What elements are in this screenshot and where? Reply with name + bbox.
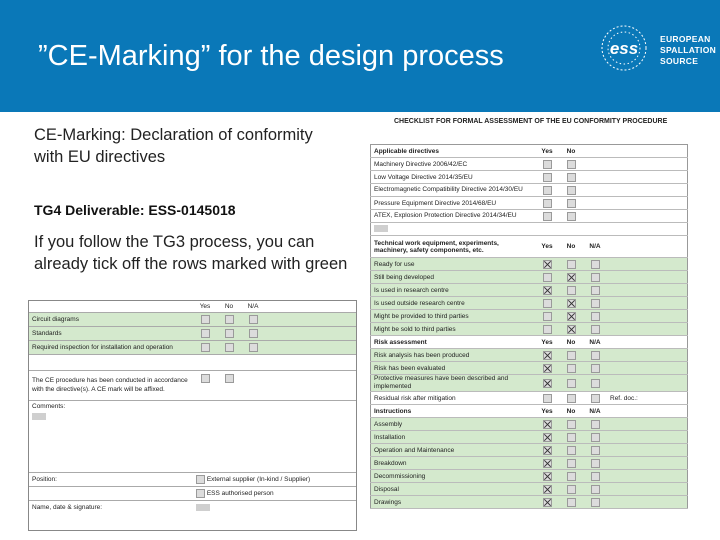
checkbox[interactable] [196, 489, 205, 498]
col-header: Yes [535, 336, 559, 349]
checkbox[interactable] [567, 485, 576, 494]
ess-logo-mark-icon [592, 22, 656, 74]
checkbox[interactable] [567, 212, 576, 221]
row-label: Ready for use [371, 258, 536, 271]
checkbox[interactable] [543, 260, 552, 269]
signature-label: Name, date & signature: [32, 503, 103, 511]
table-row [371, 197, 688, 210]
row-label: Operation and Maintenance [371, 444, 536, 457]
checkbox[interactable] [543, 299, 552, 308]
row-label: Might be sold to third parties [371, 323, 536, 336]
col-header: Yes [535, 145, 559, 158]
table-row [371, 362, 688, 375]
section-header [371, 336, 688, 349]
checkbox[interactable] [225, 315, 234, 324]
row-label: Risk analysis has been produced [371, 349, 536, 362]
logo-mark-text: ess [609, 39, 639, 58]
table-row [371, 483, 688, 496]
comments-row [29, 400, 356, 472]
col-header: No [559, 405, 583, 418]
checkbox[interactable] [543, 394, 552, 403]
tg4-deliverable: TG4 Deliverable: ESS-0145018 [34, 202, 236, 218]
checkbox[interactable] [225, 343, 234, 352]
table-row [371, 158, 688, 171]
checkbox[interactable] [543, 498, 552, 507]
row-label: Drawings [371, 496, 536, 509]
tg3-paragraph: If you follow the TG3 process, you can already tick off the rows marked with green [34, 233, 348, 273]
checkbox[interactable] [567, 199, 576, 208]
ce-procedure-note: The CE procedure has been conducted in accordance with the directive(s). A CE mark will be affixed. [29, 370, 193, 400]
logo-line-1: EUROPEAN [660, 34, 711, 44]
table-row [371, 375, 688, 392]
row-label: Protective measures have been described and implemented [371, 375, 536, 392]
checkbox[interactable] [591, 364, 600, 373]
ess-logo [592, 22, 717, 78]
checkbox[interactable] [567, 433, 576, 442]
checkbox[interactable] [567, 260, 576, 269]
table-row [29, 326, 356, 340]
table-row [371, 223, 688, 236]
position-option-external: External supplier (In-kind / Supplier) [206, 475, 311, 483]
section-title: Technical work equipment, experiments, machinery, safety components, etc. [371, 236, 536, 258]
checkbox[interactable] [567, 379, 576, 388]
table-row [29, 301, 356, 312]
col-header: No [559, 336, 583, 349]
logo-line-3: SOURCE [660, 56, 699, 66]
signature-field[interactable] [196, 504, 210, 511]
checkbox[interactable] [591, 260, 600, 269]
checkbox[interactable] [591, 472, 600, 481]
checkbox[interactable] [249, 315, 258, 324]
checkbox[interactable] [543, 420, 552, 429]
checkbox[interactable] [567, 186, 576, 195]
checkbox[interactable] [591, 394, 600, 403]
col-header: N/A [583, 405, 607, 418]
col-yes: Yes [193, 301, 217, 312]
checkbox[interactable] [567, 394, 576, 403]
position-label: Position: [32, 475, 57, 483]
checkbox[interactable] [543, 364, 552, 373]
table-row [371, 258, 688, 271]
row-label: Is used in research centre [371, 284, 536, 297]
checkbox[interactable] [543, 379, 552, 388]
position-row [29, 472, 356, 486]
checkbox[interactable] [225, 329, 234, 338]
row-label: Residual risk after mitigation [371, 392, 536, 405]
checkbox[interactable] [567, 312, 576, 321]
left-checklist-table [29, 301, 356, 514]
table-row [29, 312, 356, 326]
table-row [371, 392, 688, 405]
section-header [371, 405, 688, 418]
section-title: Applicable directives [371, 145, 536, 158]
row-label: Might be provided to third parties [371, 310, 536, 323]
checkbox[interactable] [249, 343, 258, 352]
row-label: Is used outside research centre [371, 297, 536, 310]
position-option-ess: ESS authorised person [206, 489, 274, 497]
col-na: N/A [241, 301, 265, 312]
checkbox[interactable] [591, 420, 600, 429]
ref-doc-label: Ref. doc.: [607, 392, 688, 405]
checkbox[interactable] [591, 433, 600, 442]
right-checklist [370, 144, 688, 509]
checkbox[interactable] [591, 325, 600, 334]
checkbox[interactable] [543, 472, 552, 481]
checkbox[interactable] [543, 433, 552, 442]
checkbox[interactable] [201, 315, 210, 324]
checkbox[interactable] [543, 485, 552, 494]
checkbox[interactable] [543, 312, 552, 321]
checkbox[interactable] [201, 329, 210, 338]
table-row [371, 184, 688, 197]
checkbox[interactable] [567, 351, 576, 360]
slide-title: ”CE-Marking” for the design process [38, 40, 504, 72]
checkbox[interactable] [567, 446, 576, 455]
table-row [371, 496, 688, 509]
checkbox[interactable] [591, 446, 600, 455]
row-label: Required inspection for installation and operation [29, 340, 193, 354]
checkbox[interactable] [225, 374, 234, 383]
row-label: Decommissioning [371, 470, 536, 483]
col-header [583, 145, 607, 158]
checkbox[interactable] [591, 286, 600, 295]
checkbox[interactable] [591, 498, 600, 507]
checkbox[interactable] [543, 199, 552, 208]
checkbox[interactable] [543, 286, 552, 295]
row-label: Electromagnetic Compatibility Directive 2014/30/EU [371, 184, 536, 197]
table-row [371, 444, 688, 457]
checkbox[interactable] [201, 374, 210, 383]
other-directive-field[interactable] [374, 225, 388, 232]
table-row [371, 284, 688, 297]
checkbox[interactable] [567, 459, 576, 468]
logo-line-2: SPALLATION [660, 45, 717, 55]
col-header: N/A [583, 236, 607, 258]
row-label: Assembly [371, 418, 536, 431]
col-header: No [559, 236, 583, 258]
position-row-2 [29, 486, 356, 500]
row-label: Machinery Directive 2006/42/EC [371, 158, 536, 171]
table-row [371, 431, 688, 444]
col-header: Yes [535, 405, 559, 418]
table-row [371, 297, 688, 310]
comments-label: Comments: [32, 402, 66, 410]
checkbox[interactable] [591, 351, 600, 360]
row-label: Circuit diagrams [29, 312, 193, 326]
checkbox[interactable] [567, 325, 576, 334]
col-header: No [559, 145, 583, 158]
checkbox[interactable] [543, 446, 552, 455]
table-row [371, 171, 688, 184]
col-no: No [217, 301, 241, 312]
checkbox[interactable] [543, 186, 552, 195]
checkbox[interactable] [591, 299, 600, 308]
checkbox[interactable] [543, 173, 552, 182]
row-label: Still being developed [371, 271, 536, 284]
table-row [371, 271, 688, 284]
ce-procedure-row [29, 370, 356, 400]
checkbox[interactable] [543, 325, 552, 334]
right-checklist-title: CHECKLIST FOR FORMAL ASSESSMENT OF THE EU CONFORMITY PROCEDURE [394, 118, 668, 125]
checkbox[interactable] [591, 459, 600, 468]
checkbox[interactable] [567, 420, 576, 429]
row-label: Low Voltage Directive 2014/35/EU [371, 171, 536, 184]
checkbox[interactable] [567, 286, 576, 295]
table-row [371, 418, 688, 431]
comments-field[interactable] [32, 413, 46, 420]
row-label: Risk has been evaluated [371, 362, 536, 375]
row-label: Standards [29, 326, 193, 340]
checkbox[interactable] [201, 343, 210, 352]
checkbox[interactable] [567, 299, 576, 308]
section-header [371, 236, 688, 258]
col-header: N/A [583, 336, 607, 349]
section-title: Instructions [371, 405, 536, 418]
table-row [371, 310, 688, 323]
checkbox[interactable] [567, 472, 576, 481]
table-row [371, 457, 688, 470]
checkbox[interactable] [543, 459, 552, 468]
checkbox[interactable] [567, 173, 576, 182]
checkbox[interactable] [543, 212, 552, 221]
checkbox[interactable] [543, 160, 552, 169]
row-label: Disposal [371, 483, 536, 496]
table-row [371, 349, 688, 362]
row-label: Installation [371, 431, 536, 444]
section-title: Risk assessment [371, 336, 536, 349]
checkbox[interactable] [196, 475, 205, 484]
row-label: Breakdown [371, 457, 536, 470]
checkbox[interactable] [543, 273, 552, 282]
checkbox[interactable] [249, 329, 258, 338]
signature-row [29, 500, 356, 514]
ce-marking-paragraph: CE-Marking: Declaration of conformity with EU directives [34, 126, 313, 166]
table-row [371, 323, 688, 336]
row-label: Pressure Equipment Directive 2014/68/EU [371, 197, 536, 210]
table-row [29, 340, 356, 354]
checkbox[interactable] [567, 160, 576, 169]
checkbox[interactable] [591, 273, 600, 282]
left-checklist [28, 300, 357, 531]
checkbox[interactable] [567, 364, 576, 373]
checkbox[interactable] [591, 312, 600, 321]
section-header [371, 145, 688, 158]
table-row [371, 470, 688, 483]
row-label: ATEX, Explosion Protection Directive 2014/34/EU [371, 210, 536, 223]
col-header: Yes [535, 236, 559, 258]
checkbox[interactable] [543, 351, 552, 360]
checkbox[interactable] [567, 273, 576, 282]
checkbox[interactable] [567, 498, 576, 507]
table-row [371, 210, 688, 223]
checkbox[interactable] [591, 379, 600, 388]
checkbox[interactable] [591, 485, 600, 494]
